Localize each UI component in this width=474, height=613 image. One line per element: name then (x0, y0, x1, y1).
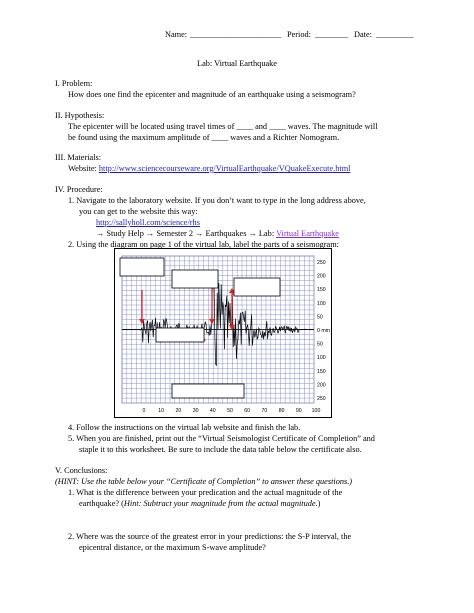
label-box-sp-interval (156, 328, 204, 342)
x-tick-label: 30 (192, 408, 199, 414)
x-tick-label: 70 (261, 408, 268, 414)
virtual-earthquake-link[interactable]: Virtual Earthquake (276, 229, 339, 238)
website-label: Website: (68, 164, 97, 173)
label-box-amplitude (234, 278, 280, 296)
conclusions-hint: (HINT: Use the table below your “Certificate of Completion” to answer these questions.) (55, 477, 353, 486)
page-title: Lab: Virtual Earthquake (197, 59, 277, 68)
question-1-text: earthquake? ( (79, 499, 124, 508)
label-box-p-wave (120, 258, 164, 276)
name-label: Name: (165, 30, 188, 39)
period-label: Period: (287, 30, 311, 39)
date-label: Date: (354, 30, 372, 39)
navigation-path (96, 229, 339, 239)
y-tick-label: 100 (317, 355, 326, 362)
y-tick-label: 200 (317, 382, 326, 389)
y-tick-label: 100 (317, 300, 326, 307)
label-box-s-wave (172, 270, 218, 288)
question-1-line-1: 1. What is the difference between your predication and the actual magnitude of the (68, 488, 343, 497)
hypothesis-line-1: The epicenter will be located using travel times of ____ and ____ waves. The magnitude will (68, 122, 378, 131)
x-tick-label: 20 (175, 408, 182, 414)
x-tick-label: 100 (311, 408, 321, 414)
x-tick-label: 10 (158, 408, 165, 414)
x-tick-label: 40 (209, 408, 216, 414)
navigation-path-text: → Study Help → Semester 2 → Earthquakes → Lab: (96, 229, 275, 238)
period-blank[interactable]: ________ (315, 30, 349, 39)
procedure-heading: IV. Procedure: (55, 185, 103, 194)
y-tick-label: 50 (317, 314, 323, 321)
procedure-step-2: 2. Using the diagram on page 1 of the virtual lab, label the parts of a seismogram: (68, 240, 339, 249)
y-tick-label: 150 (317, 368, 326, 375)
hypothesis-heading: II. Hypothesis: (55, 111, 105, 120)
x-tick-label: 90 (295, 408, 302, 414)
conclusions-heading: V. Conclusions: (55, 466, 108, 475)
procedure-step-5-line-1: 5. When you are finished, print out the “Virtual Seismologist Certificate of Completion” and (68, 434, 375, 443)
sallyholl-link[interactable]: http://sallyholl.com/science/rhs (96, 218, 200, 227)
materials-website-line (68, 164, 350, 174)
hypothesis-line-2: be found using the maximum amplitude of ____ waves and a Richter Nomogram. (68, 133, 340, 142)
website-link[interactable]: http://www.sciencecourseware.org/VirtualEarthquake/VQuakeExecute.html (98, 164, 351, 173)
procedure-step-5-line-2: staple it to this worksheet. Be sure to include the data table below the certificate also. (79, 445, 362, 454)
procedure-step-4: 4. Follow the instructions on the virtual lab website and finish the lab. (68, 423, 301, 432)
x-tick-label: 0 (142, 408, 146, 414)
x-tick-label: 50 (227, 408, 233, 414)
question-2-line-2: epicentral distance, or the maximum S-wave amplitude? (79, 543, 266, 552)
y-tick-label: 150 (317, 287, 326, 294)
question-2-line-1: 2. Where was the source of the greatest error in your predictions: the S-P interval, the (68, 532, 352, 541)
procedure-step-1-line-2: you can get to the website this way: (79, 207, 198, 216)
x-tick-label: 80 (278, 408, 285, 414)
y-tick-label: 250 (317, 396, 326, 402)
y-tick-label: 200 (317, 273, 326, 280)
problem-heading: I. Problem: (55, 79, 93, 88)
label-box-time-axis (172, 384, 244, 398)
x-tick-label: 60 (244, 408, 251, 414)
y-tick-label: 250 (317, 260, 326, 266)
problem-text: How does one find the epicenter and magnitude of an earthquake using a seismogram? (68, 90, 356, 99)
name-blank[interactable]: ______________________ (190, 30, 282, 39)
y-tick-label: 50 (317, 341, 323, 348)
procedure-step-1-line-1: 1. Navigate to the laboratory website. If you don’t want to type in the long address above, (68, 196, 366, 205)
question-1-line-2 (79, 499, 320, 509)
question-1-close: ) (317, 499, 321, 508)
seismogram-diagram (114, 248, 332, 418)
y-tick-label: 0 mm (317, 328, 330, 334)
materials-heading: III. Materials: (55, 153, 102, 162)
date-blank[interactable]: _________ (376, 30, 414, 39)
question-1-hint: Hint: Subtract your magnitude from the actual magnitude. (123, 499, 318, 508)
